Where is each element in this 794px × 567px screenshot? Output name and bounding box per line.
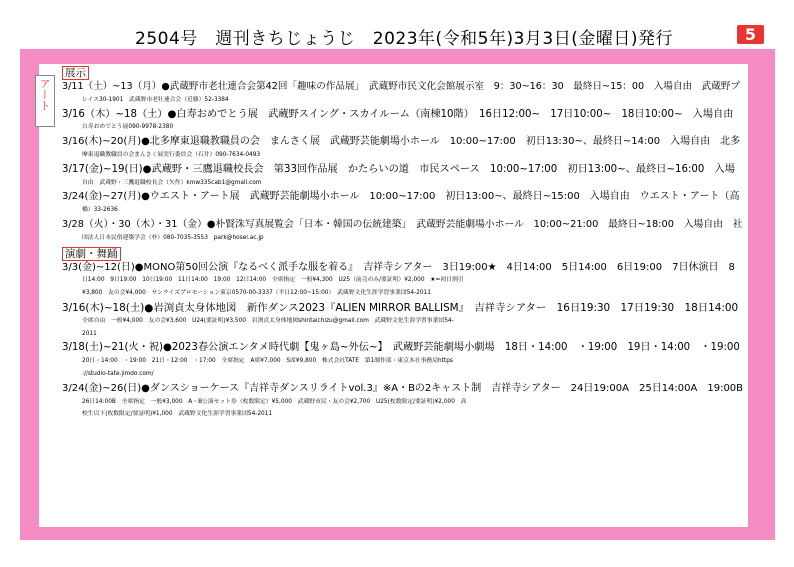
entry-line: 3/16（木）~18（土）●白寿おめでとう展 武蔵野スイング・スカイルーム（南棟10階） 16日12:00~ 17日10:00~ 18日10:00~ 入場自由 <box>62 108 734 120</box>
category-tag-label: アート <box>38 78 51 111</box>
listing-entry <box>62 164 746 190</box>
entry-line: 校生以下(枚数限定/要証明)¥1,000 武蔵野文化生涯学習事業団54-2011 <box>82 411 273 418</box>
page-header <box>0 22 794 49</box>
entry-line: 3/18(土)~21(火・祝)●2023春公演エンタメ時代劇【鬼ヶ島~外伝~】 武蔵野芸能劇場小劇場 18日・14:00 ・19:00 19日・14:00 ・19:00 <box>62 342 740 354</box>
entry-line: 3/16(木)~20(月)●北多摩東退職教職員の会 まんさく展 武蔵野芸能劇場小ホール 10:00~17:00 初日13:30~、最終日~14:00 入場自由 北多 <box>62 136 741 148</box>
listing-entry <box>62 191 746 217</box>
entry-line: 3/16(木)~18(土)●岩渕貞太身体地図 新作ダンス2023『ALIEN MIRROR BALLISM』 吉祥寺シアター 16日19:30 17日19:30 18日14:00 <box>62 301 739 314</box>
listing-entry <box>62 383 746 421</box>
listing-entry <box>62 109 746 135</box>
section-label: 演劇・舞踊 <box>62 247 121 261</box>
section-exhibition <box>62 66 746 245</box>
entry-line: 3/11（土）~13（月）●武蔵野市老壮連合会第42回「趣味の作品展」 武蔵野市民文化会館展示室 9：30~16：30 最終日~15：00 入場自由 武蔵野プ <box>62 81 741 92</box>
listing-entry <box>62 262 746 300</box>
entry-line: 3/17(金)~19(日)●武蔵野・三鷹退職校長会 第33回作品展 かたらいの道 市民スペース 10:00~17:00 初日13:00~、最終日~16:00 入場 <box>62 163 735 175</box>
entry-line: 26日14:00B 全席指定 一般¥3,000 A・B公演セット券（枚数限定）¥5,000 武蔵野市民・友の会¥2,700 U25(枚数限定/要証明)¥2,000 高 <box>82 398 467 405</box>
listing-entry <box>62 219 746 245</box>
issue-line: 2504号 週刊きちじょうじ 2023年(令和5年)3月3日(金曜日)発行 <box>135 29 674 49</box>
entry-line: 団法人日本民俗建築学会（朴）080-7035-3553 park@hosei.ac.jp <box>82 234 264 241</box>
entry-line: 日14:00 9日19:00 10日19:00 11日14:00 19:00 12日14:00 全席指定 一般¥4,300 U25（前売のみ/要証明）¥2,000 ★=初日割引 <box>82 277 464 284</box>
listing-entry <box>62 302 746 340</box>
listing-entry <box>62 81 746 107</box>
entry-line: 自由 武蔵野・三鷹退職校長会（矢作）kmw335cab1@gmail.com <box>82 179 262 186</box>
listing-entry <box>62 342 746 380</box>
entry-line: 全席自由 一般¥4,000 友の会¥3,600 U24(要証明)¥3,500 岩渕貞太身体地図shintaichizu@gmail.com 武蔵野文化生涯学習事業団54- <box>82 317 454 324</box>
entry-line: ://studio-tate.jimdo.com/ <box>82 370 154 377</box>
entry-line: 3/28（火）・30（木）・31（金）●朴賢洙写真展覧会「日本・韓国の伝統建築」 武蔵野芸能劇場小ホール 10:00~21:00 最終日~18:00 入場自由 社 <box>62 218 743 230</box>
entry-line: 3/24(金)~26(日)●ダンスショーケース『吉祥寺ダンスリライトvol.3』※A・Bの2キャスト制 吉祥寺シアター 24日19:00A 25日14:00A 19:00B <box>62 382 744 394</box>
section-theater-dance <box>62 247 746 422</box>
entry-line: 2011 <box>82 330 97 337</box>
page-number-badge: 5 <box>737 25 764 44</box>
entry-line: 摩東退職教職員の会まんさく展実行委員会（石井）090-7634-0493 <box>82 151 261 158</box>
entry-line: レイス30-1901 武蔵野市老壮連合会（近藤）52-3384 <box>82 96 229 103</box>
category-tag-art <box>35 75 55 127</box>
entry-line: 3/3(金)~12(日)●MONO第50回公演『なるべく派手な服を着る』 吉祥寺シアター 3日19:00★ 4日14:00 5日14:00 6日19:00 7日休演日 8 <box>62 261 735 273</box>
listing-entry <box>62 136 746 162</box>
entry-line: 橋）33-2636 <box>82 207 118 214</box>
entry-line: 3/24(金)~27(月)●ウエスト・アート展 武蔵野芸能劇場小ホール 10:00~17:00 初日13:00~、最終日~15:00 入場自由 ウエスト・アート（高 <box>62 191 740 203</box>
listing-content <box>62 66 746 423</box>
section-label: 展示 <box>62 66 89 80</box>
entry-line: 20日・14:00 ・19:00 21日・12:00 ・17:00 全席指定 A席¥7,000 S席¥9,800 株式会社TATE 第1制作部・東京本社事務局https <box>82 358 453 365</box>
entry-line: ¥3,800 友の会¥4,000 サンライズプロモーション東京0570-00-3337（平日12:00~15:00） 武蔵野文化生涯学習事業団54-2011 <box>82 290 431 297</box>
entry-line: 白寿おめでとう展090-9978-2380 <box>82 124 174 131</box>
